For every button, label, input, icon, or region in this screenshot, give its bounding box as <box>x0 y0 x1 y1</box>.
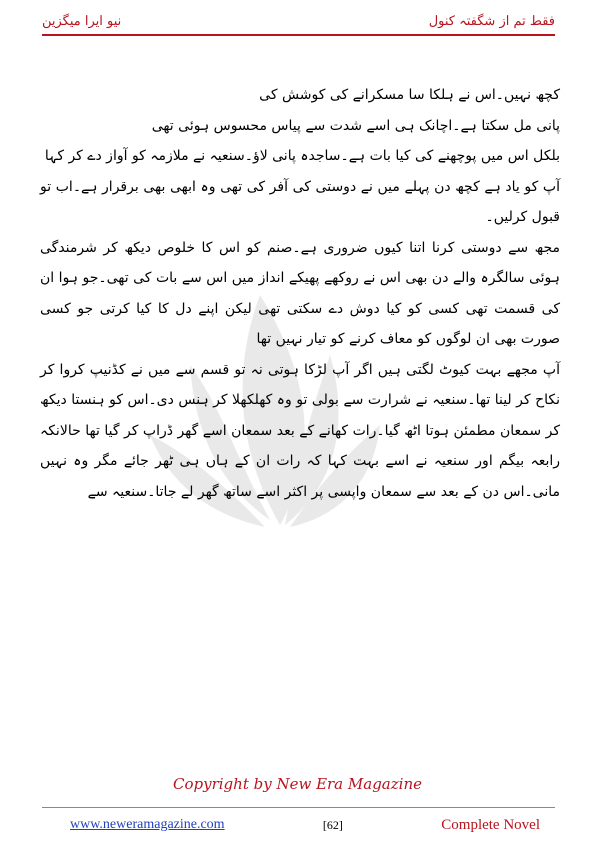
magazine-name: نیو ایرا میگزین <box>42 13 122 29</box>
paragraph: مجھ سے دوستی کرنا اتنا کیوں ضروری ہے۔صنم کو اس کا خلوص دیکھ کر شرمندگی ہوئی سالگرہ والے دن بھی اس نے روکھے پھیکے انداز میں اس سے بات کی تھی۔جو ہوا ان کی قسمت تھی کسی کو کیا دوش دے سکتی تھی لیکن اپنے دل کا کیا کرتی جو کسی صورت بھی ان لوگوں کو معاف کرنے کو تیار نہیں تھا <box>40 239 560 347</box>
header-divider <box>42 34 555 36</box>
author-credit: فقط تم از شگفتہ کنول <box>428 13 555 29</box>
copyright-notice: Copyright by New Era Magazine <box>173 775 422 793</box>
website-link[interactable]: www.neweramagazine.com <box>70 817 225 832</box>
page-header <box>42 10 555 32</box>
paragraph: آپ مجھے بہت کیوٹ لگتی ہیں اگر آپ لڑکا ہوتی نہ تو قسم سے میں نے کڈنیپ کروا کر نکاح کر لینا تھا۔سنعیہ نے شرارت سے بولی تو وہ کھلکھلا کر ہنس دی۔اس کو ہنستا دیکھ کر سمعان مطمئن ہوتا اٹھ گیا۔رات کھانے کے بعد سمعان اسے گھر ڈراپ کر گیا تھا حالانکہ رابعہ بیگم اور سنعیہ نے اسے بہت کہا کہ رات ان کے ہاں ہی ٹھر جائے مگر وہ نہیں مانی۔اس دن کے بعد سے سمعان واپسی پر اکثر اسے ساتھ گھر لے جاتا۔سنعیہ سے <box>40 361 560 500</box>
paragraph: بلکل اس میں پوچھنے کی کیا بات ہے۔ساجدہ پانی لاؤ۔سنعیہ نے ملازمہ کو آواز دے کر کہا <box>44 148 560 164</box>
page-number: [62] <box>322 817 343 832</box>
paragraph: کچھ نہیں۔اس نے ہلکا سا مسکرانے کی کوشش کی <box>259 87 560 103</box>
category-label: Complete Novel <box>441 816 540 833</box>
page-footer <box>70 815 540 835</box>
paragraph: آپ کو یاد ہے کچھ دن پہلے میں نے دوستی کی آفر کی تھی وہ ابھی بھی برقرار ہے۔اب تو قبول کرلیں۔ <box>40 178 560 225</box>
paragraph: پانی مل سکتا ہے۔اچانک ہی اسے شدت سے پیاس محسوس ہوئی تھی <box>151 117 560 134</box>
footer-divider <box>42 807 555 808</box>
article-body <box>40 80 560 507</box>
